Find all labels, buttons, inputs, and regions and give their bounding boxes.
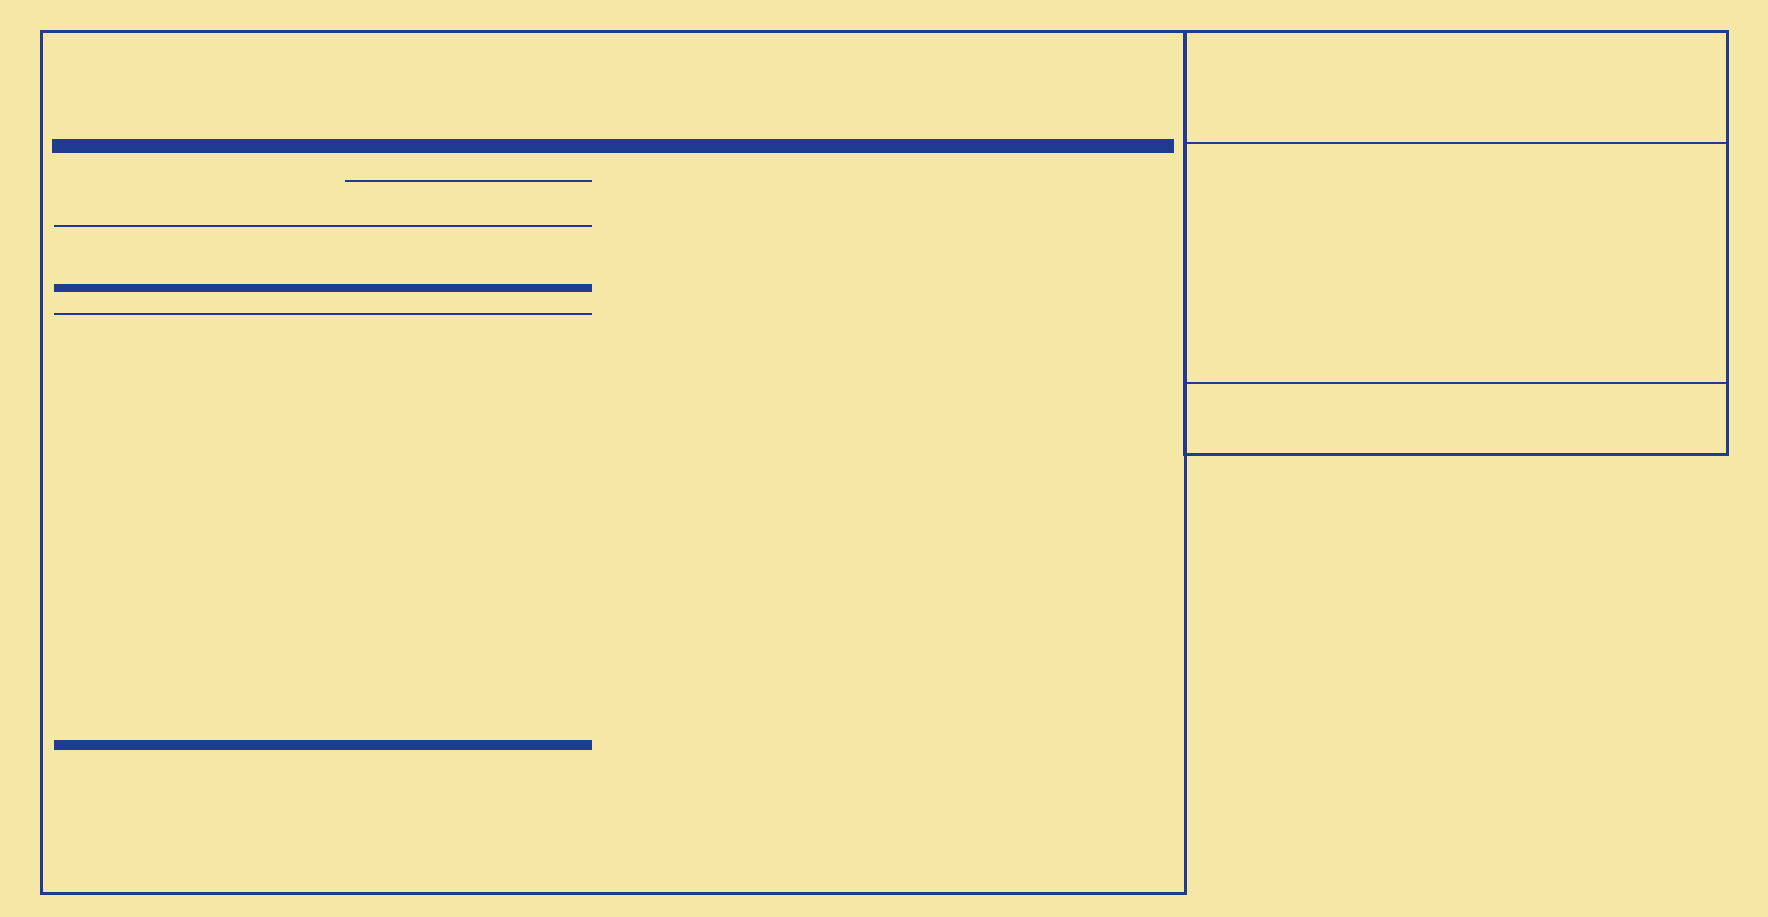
thick-rule (54, 740, 592, 750)
thick-rule (54, 284, 592, 292)
calories-block (54, 228, 592, 283)
rule (54, 225, 592, 227)
rule (1186, 142, 1726, 144)
rule (1186, 382, 1726, 384)
rule (54, 313, 592, 315)
reference-panel (1183, 30, 1729, 456)
header-divider (52, 139, 1174, 153)
rule (345, 180, 592, 182)
nutrition-panel (40, 30, 1187, 895)
